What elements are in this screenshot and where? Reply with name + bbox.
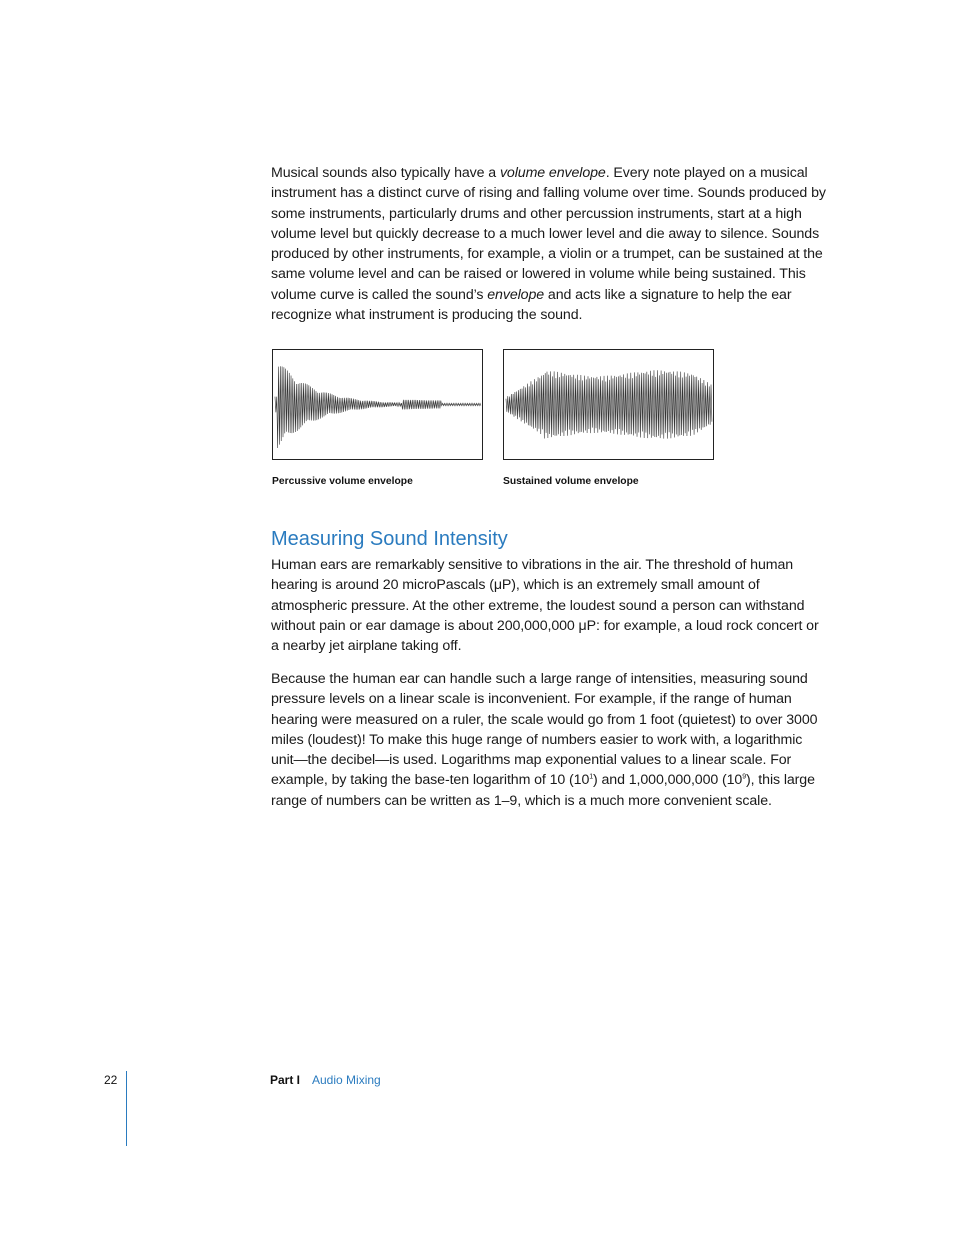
percussive-caption: Percussive volume envelope	[272, 476, 413, 487]
percussive-envelope-figure	[272, 349, 483, 460]
intro-paragraph	[271, 163, 827, 325]
term-envelope: envelope	[487, 286, 545, 303]
sustained-envelope-figure	[503, 349, 714, 460]
section-text-2a: Because the human ear can handle such a large range of intensities, measuring sound pressure levels on a linear scale is inconvenient. For example, if the range of human hearing were measured on a ruler, the scale would go from 1 foot (quietest) to over 3000 miles (loudest)! To make this huge range of numbers easier to work with, a logarithmic unit—the decibel—is used. Logarithms map exponential values to a linear scale. For example, by taking the base-ten logarithm of 10 (10	[271, 671, 818, 789]
section-text-1: Human ears are remarkably sensitive to vibrations in the air. The threshold of human hearing is around 20 microPascals (μP), which is an extremely small amount of atmospheric pressure. At the other extreme, the loudest sound a person can withstand without pain or ear damage is about 200,000,000 μP: for example, a loud rock concert or a nearby jet airplane taking off.	[271, 557, 819, 655]
sustained-caption: Sustained volume envelope	[503, 476, 639, 487]
sustained-waveform	[504, 350, 713, 459]
section-paragraph-2	[271, 669, 827, 811]
sustained-trace	[506, 370, 712, 438]
exponent-9: 9	[742, 773, 746, 781]
intro-text-2: . Every note played on a musical instrument has a distinct curve of rising and falling volume over time. Sounds produced by some instruments, particularly drums and other percussion instruments, start at a high volume level but quickly decrease to a much lower level and die away to silence. Sounds produced by other instruments, for example, a violin or a trumpet, can be sustained at the same volume level and can be raised or lowered in volume while being sustained. This volume curve is called the sound’s	[271, 165, 826, 303]
term-volume-envelope: volume envelope	[499, 165, 606, 181]
footer-section-title: Audio Mixing	[312, 1073, 381, 1087]
section-text-2c: ), this large range of numbers can be written as 1–9, which is a much more convenient scale.	[271, 772, 815, 809]
exponent-1: 1	[589, 773, 594, 781]
section-text-2b: ) and 1,000,000,000 (10	[593, 772, 743, 789]
part-label: Part I	[270, 1073, 301, 1087]
percussive-trace	[275, 366, 481, 448]
percussive-waveform	[273, 350, 482, 459]
footer-rule	[126, 1071, 127, 1146]
intro-text-1: Musical sounds also typically have a	[271, 165, 500, 181]
section-heading: Measuring Sound Intensity	[271, 528, 508, 550]
intro-text-3: and acts like a signature to help the ear recognize what instrument is producing the sound.	[271, 286, 792, 324]
section-paragraph-1	[271, 555, 827, 656]
page-number: 22	[104, 1073, 118, 1087]
